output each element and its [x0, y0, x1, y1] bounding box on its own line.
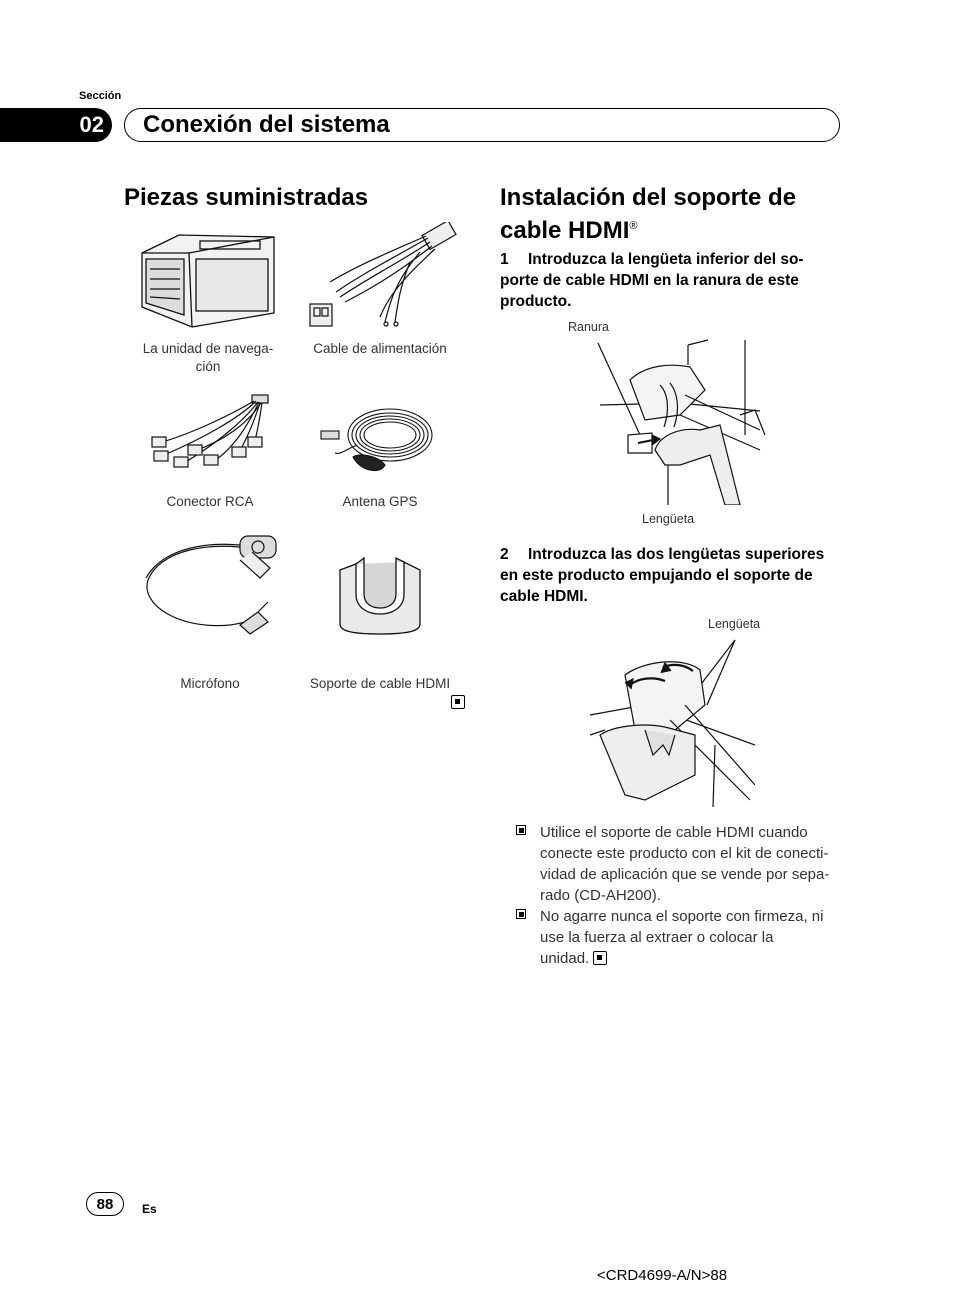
- navigation-unit-illustration: [134, 225, 284, 335]
- part-caption-hdmi-holder: Soporte de cable HDMI: [309, 676, 451, 691]
- step-1-text: 1 Introduzca la lengüeta inferior del so- porte de cable HDMI en la ranura de este producto.: [500, 251, 804, 310]
- left-heading: Piezas suministradas: [124, 184, 369, 211]
- note-1: Utilice el soporte de cable HDMI cuando conecte este producto con el kit de conecti- vidad de aplicación que se vende por sepa- rado (CD-AH200).: [516, 822, 846, 906]
- part-caption-power-cable: Cable de alimentación: [313, 341, 447, 356]
- section-end-mark: [593, 951, 607, 965]
- label-lengueta-2: Lengüeta: [708, 617, 761, 631]
- note-bullet-icon: [516, 909, 526, 919]
- step-2-text: 2 Introduzca las dos lengüetas superiores en este producto empujando el soporte de cable HDMI.: [500, 546, 825, 605]
- part-caption-microphone: Micrófono: [180, 676, 240, 691]
- label-ranura: Ranura: [568, 320, 609, 334]
- page-number: 88: [86, 1192, 124, 1216]
- part-caption-navigation-unit: La unidad de navega- ción: [142, 341, 274, 374]
- part-caption-gps-antenna: Antena GPS: [342, 494, 418, 509]
- rca-connector-illustration: [144, 393, 274, 478]
- document-code: <CRD4699-A/N>88: [597, 1267, 728, 1284]
- section-number-badge: 02: [0, 108, 112, 142]
- note-bullet-icon: [516, 825, 526, 835]
- gps-antenna-illustration: [315, 395, 445, 480]
- section-end-mark: [451, 695, 465, 709]
- step1-diagram: [590, 335, 770, 505]
- language-code: Es: [142, 1202, 157, 1216]
- step2-diagram: [585, 635, 755, 810]
- hdmi-holder-illustration: [330, 552, 430, 642]
- label-lengueta-1: Lengüeta: [642, 512, 695, 526]
- microphone-illustration: [140, 530, 290, 650]
- section-title: Conexión del sistema: [124, 108, 840, 142]
- section-label: Sección: [79, 90, 122, 102]
- right-heading: Instalación del soporte de cable HDMI®: [500, 184, 797, 244]
- power-cable-illustration: [300, 222, 460, 337]
- part-caption-rca-connector: Conector RCA: [166, 494, 254, 509]
- note-2: No agarre nunca el soporte con firmeza, ni use la fuerza al extraer o colocar la unidad.: [516, 906, 846, 969]
